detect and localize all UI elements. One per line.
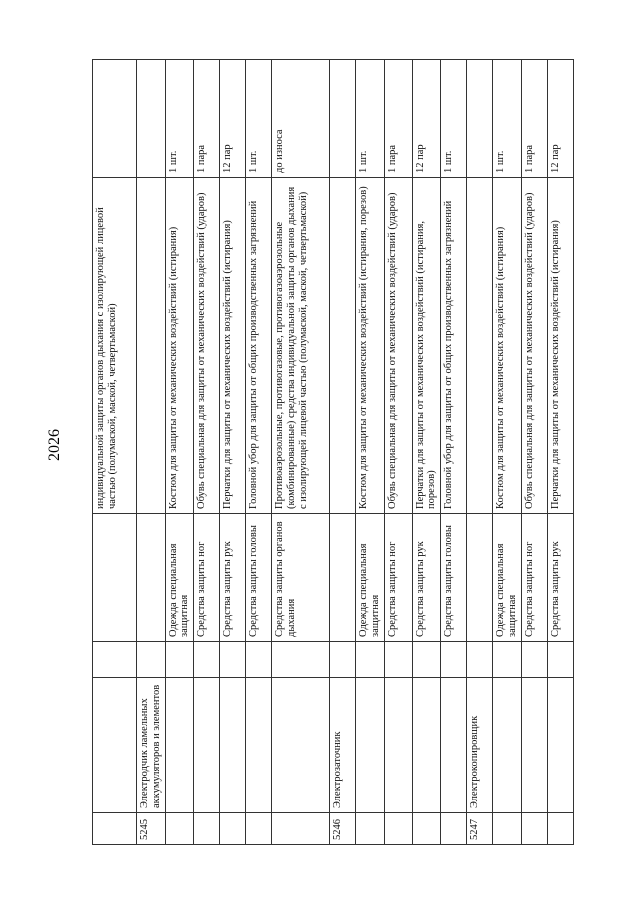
profession-cell [384, 678, 412, 813]
ppe-item-cell [467, 178, 493, 514]
ppe-type-cell: Одежда специальная защитная [493, 514, 522, 642]
blank-cell [137, 642, 166, 678]
ppe-item-cell [330, 178, 356, 514]
profession-cell: Электрозаточник [330, 678, 356, 813]
table-row [165, 60, 194, 845]
num-cell: 5245 [137, 813, 166, 845]
table-row [356, 60, 385, 845]
ppe-type-cell: Одежда специальная защитная [165, 514, 194, 642]
profession-cell [356, 678, 385, 813]
ppe-item-cell: Головной убор для защиты от общих производственных загрязнений [246, 178, 272, 514]
quantity-cell: до износа [272, 60, 330, 178]
ppe-type-cell [93, 514, 137, 642]
profession-cell [246, 678, 272, 813]
ppe-type-cell: Средства защиты рук [220, 514, 246, 642]
blank-cell [246, 642, 272, 678]
table-row [547, 60, 573, 845]
num-cell [441, 813, 467, 845]
num-cell [521, 813, 547, 845]
table-row [521, 60, 547, 845]
ppe-type-cell: Средства защиты органов дыхания [272, 514, 330, 642]
num-cell [194, 813, 220, 845]
blank-cell [194, 642, 220, 678]
profession-cell [493, 678, 522, 813]
num-cell [220, 813, 246, 845]
ppe-item-cell: Костюм для защиты от механических воздействий (истирания) [493, 178, 522, 514]
blank-cell [384, 642, 412, 678]
blank-cell [220, 642, 246, 678]
profession-cell [547, 678, 573, 813]
blank-cell [330, 642, 356, 678]
blank-cell [165, 642, 194, 678]
quantity-cell: 1 шт. [493, 60, 522, 178]
ppe-type-cell: Средства защиты ног [521, 514, 547, 642]
ppe-item-cell: Костюм для защиты от механических воздействий (истирания, порезов) [356, 178, 385, 514]
table-row [194, 60, 220, 845]
num-cell [493, 813, 522, 845]
ppe-item-cell: Головной убор для защиты от общих производственных загрязнений [441, 178, 467, 514]
num-cell [246, 813, 272, 845]
table-row [384, 60, 412, 845]
quantity-cell: 1 шт. [246, 60, 272, 178]
rotated-page [92, 60, 561, 845]
blank-cell [356, 642, 385, 678]
ppe-item-cell: Костюм для защиты от механических воздействий (истирания) [165, 178, 194, 514]
blank-cell [272, 642, 330, 678]
blank-cell [467, 642, 493, 678]
table-rotator [92, 60, 561, 845]
table-row [272, 60, 330, 845]
profession-cell [272, 678, 330, 813]
profession-cell: Электрокопировщик [467, 678, 493, 813]
num-cell [93, 813, 137, 845]
quantity-cell [330, 60, 356, 178]
blank-cell [93, 642, 137, 678]
ppe-item-cell: Противоаэрозольные, противогазовые, противогазоаэрозольные (комбинированные) средства индивидуальной защиты органов дыхания с изолирующей лицевой частью (полумаской, маской, четвертьмаской) [272, 178, 330, 514]
page-number: 2026 [46, 429, 63, 461]
num-cell: 5246 [330, 813, 356, 845]
quantity-cell: 1 шт. [441, 60, 467, 178]
ppe-item-cell: Обувь специальная для защиты от механических воздействий (ударов) [521, 178, 547, 514]
num-cell [356, 813, 385, 845]
num-cell [272, 813, 330, 845]
table-row [467, 60, 493, 845]
num-cell [384, 813, 412, 845]
quantity-cell: 1 шт. [165, 60, 194, 178]
table-row [220, 60, 246, 845]
profession-cell [521, 678, 547, 813]
num-cell [412, 813, 441, 845]
blank-cell [441, 642, 467, 678]
profession-cell [93, 678, 137, 813]
blank-cell [412, 642, 441, 678]
profession-cell [194, 678, 220, 813]
ppe-type-cell: Средства защиты головы [441, 514, 467, 642]
ppe-type-cell: Средства защиты рук [547, 514, 573, 642]
quantity-cell: 12 пар [412, 60, 441, 178]
profession-cell: Электродчик ламельных аккумуляторов и элементов [137, 678, 166, 813]
table-row [137, 60, 166, 845]
ppe-type-cell: Одежда специальная защитная [356, 514, 385, 642]
ppe-item-cell: Перчатки для защиты от механических воздействий (истирания) [547, 178, 573, 514]
blank-cell [547, 642, 573, 678]
quantity-cell [467, 60, 493, 178]
table-row [493, 60, 522, 845]
ppe-item-cell: Обувь специальная для защиты от механических воздействий (ударов) [194, 178, 220, 514]
ppe-type-cell: Средства защиты рук [412, 514, 441, 642]
table-row [412, 60, 441, 845]
table-row-intro [93, 60, 137, 845]
quantity-cell: 1 пара [194, 60, 220, 178]
quantity-cell: 12 пар [220, 60, 246, 178]
ppe-type-cell [330, 514, 356, 642]
quantity-cell [137, 60, 166, 178]
quantity-cell: 1 пара [384, 60, 412, 178]
ppe-norms-table [92, 59, 574, 845]
ppe-type-cell: Средства защиты ног [384, 514, 412, 642]
profession-cell [220, 678, 246, 813]
table-row [441, 60, 467, 845]
num-cell [165, 813, 194, 845]
blank-cell [521, 642, 547, 678]
num-cell: 5247 [467, 813, 493, 845]
quantity-cell: 1 пара [521, 60, 547, 178]
blank-cell [493, 642, 522, 678]
ppe-item-cell: Перчатки для защиты от механических воздействий (истирания, порезов) [412, 178, 441, 514]
ppe-item-cell: Перчатки для защиты от механических воздействий (истирания) [220, 178, 246, 514]
quantity-cell: 12 пар [547, 60, 573, 178]
ppe-item-cell: индивидуальной защиты органов дыхания с изолирующей лицевой частью (полумаской, маской, четвертьмаской) [93, 178, 137, 514]
ppe-item-cell: Обувь специальная для защиты от механических воздействий (ударов) [384, 178, 412, 514]
profession-cell [412, 678, 441, 813]
quantity-cell [93, 60, 137, 178]
ppe-table-body [93, 60, 574, 845]
ppe-type-cell [137, 514, 166, 642]
profession-cell [165, 678, 194, 813]
profession-cell [441, 678, 467, 813]
ppe-type-cell: Средства защиты ног [194, 514, 220, 642]
quantity-cell: 1 шт. [356, 60, 385, 178]
ppe-type-cell [467, 514, 493, 642]
table-row [330, 60, 356, 845]
num-cell [547, 813, 573, 845]
ppe-type-cell: Средства защиты головы [246, 514, 272, 642]
table-row [246, 60, 272, 845]
ppe-item-cell [137, 178, 166, 514]
